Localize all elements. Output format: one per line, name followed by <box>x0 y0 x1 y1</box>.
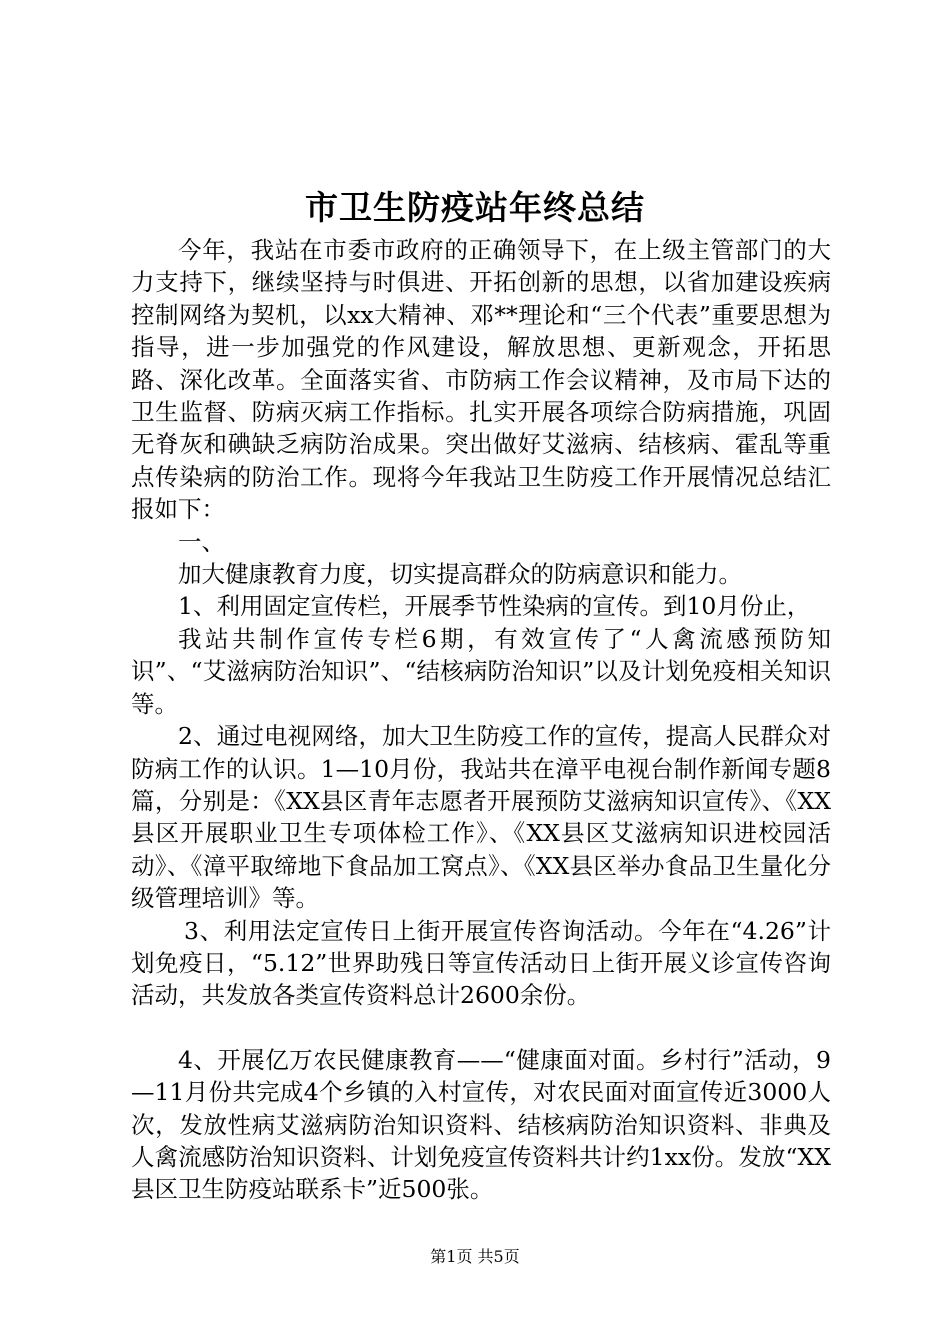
document-title: 市卫生防疫站年终总结 <box>305 188 645 227</box>
paragraph-item-4: 4、开展亿万农民健康教育——“健康面对面。乡村行”活动，9—11月份共完成4个乡镇的入村宣传，对农民面对面宣传近3000人次，发放性病艾滋病防治知识资料、结核病防治知识资料、非典及人禽流感防治知识资料、计划免疫宣传资料共计约1xx份。发放“XX县区卫生防疫站联系卡”近500张。 <box>131 1045 831 1204</box>
paragraph-item-2: 2、通过电视网络，加大卫生防疫工作的宣传，提高人民群众对防病工作的认识。1—10月份，我站共在漳平电视台制作新闻专题8篇，分别是：《XX县区青年志愿者开展预防艾滋病知识宣传》、《XX县区开展职业卫生专项体检工作》、《XX县区艾滋病知识进校园活动》、《漳平取缔地下食品加工窝点》、《XX县区举办食品卫生量化分级管理培训》等。 <box>131 722 831 913</box>
document-body <box>131 234 831 1206</box>
paragraph-item-3: 3、利用法定宣传日上街开展宣传咨询活动。今年在“4.26”计划免疫日，“5.12”世界助残日等宣传活动日上街开展义诊宣传咨询活动，共发放各类宣传资料总计2600余份。 <box>131 916 831 1010</box>
paragraph-item-1-detail: 我站共制作宣传专栏6期，有效宣传了“人禽流感预防知识”、“艾滋病防治知识”、“结核病防治知识”以及计划免疫相关知识等。 <box>131 624 831 718</box>
page-footer: 第1页 共5页 <box>430 1247 520 1266</box>
paragraph-section-number: 一、 <box>178 527 225 556</box>
paragraph-section-heading: 加大健康教育力度，切实提高群众的防病意识和能力。 <box>178 560 742 589</box>
paragraph-intro: 今年，我站在市委市政府的正确领导下，在上级主管部门的大力支持下，继续坚持与时俱进、开拓创新的思想，以省加建设疾病控制网络为契机，以xx大精神、邓**理论和“三个代表”重要思想为指导，进一步加强党的作风建设，解放思想、更新观念，开拓思路、深化改革。全面落实省、市防病工作会议精神，及市局下达的卫生监督、防病灭病工作指标。扎实开展各项综合防病措施，巩固无脊灰和碘缺乏病防治成果。突出做好艾滋病、结核病、霍乱等重点传染病的防治工作。现将今年我站卫生防疫工作开展情况总结汇报如下： <box>131 236 831 524</box>
paragraph-item-1: 1、利用固定宣传栏，开展季节性染病的宣传。到10月份止， <box>178 592 811 621</box>
